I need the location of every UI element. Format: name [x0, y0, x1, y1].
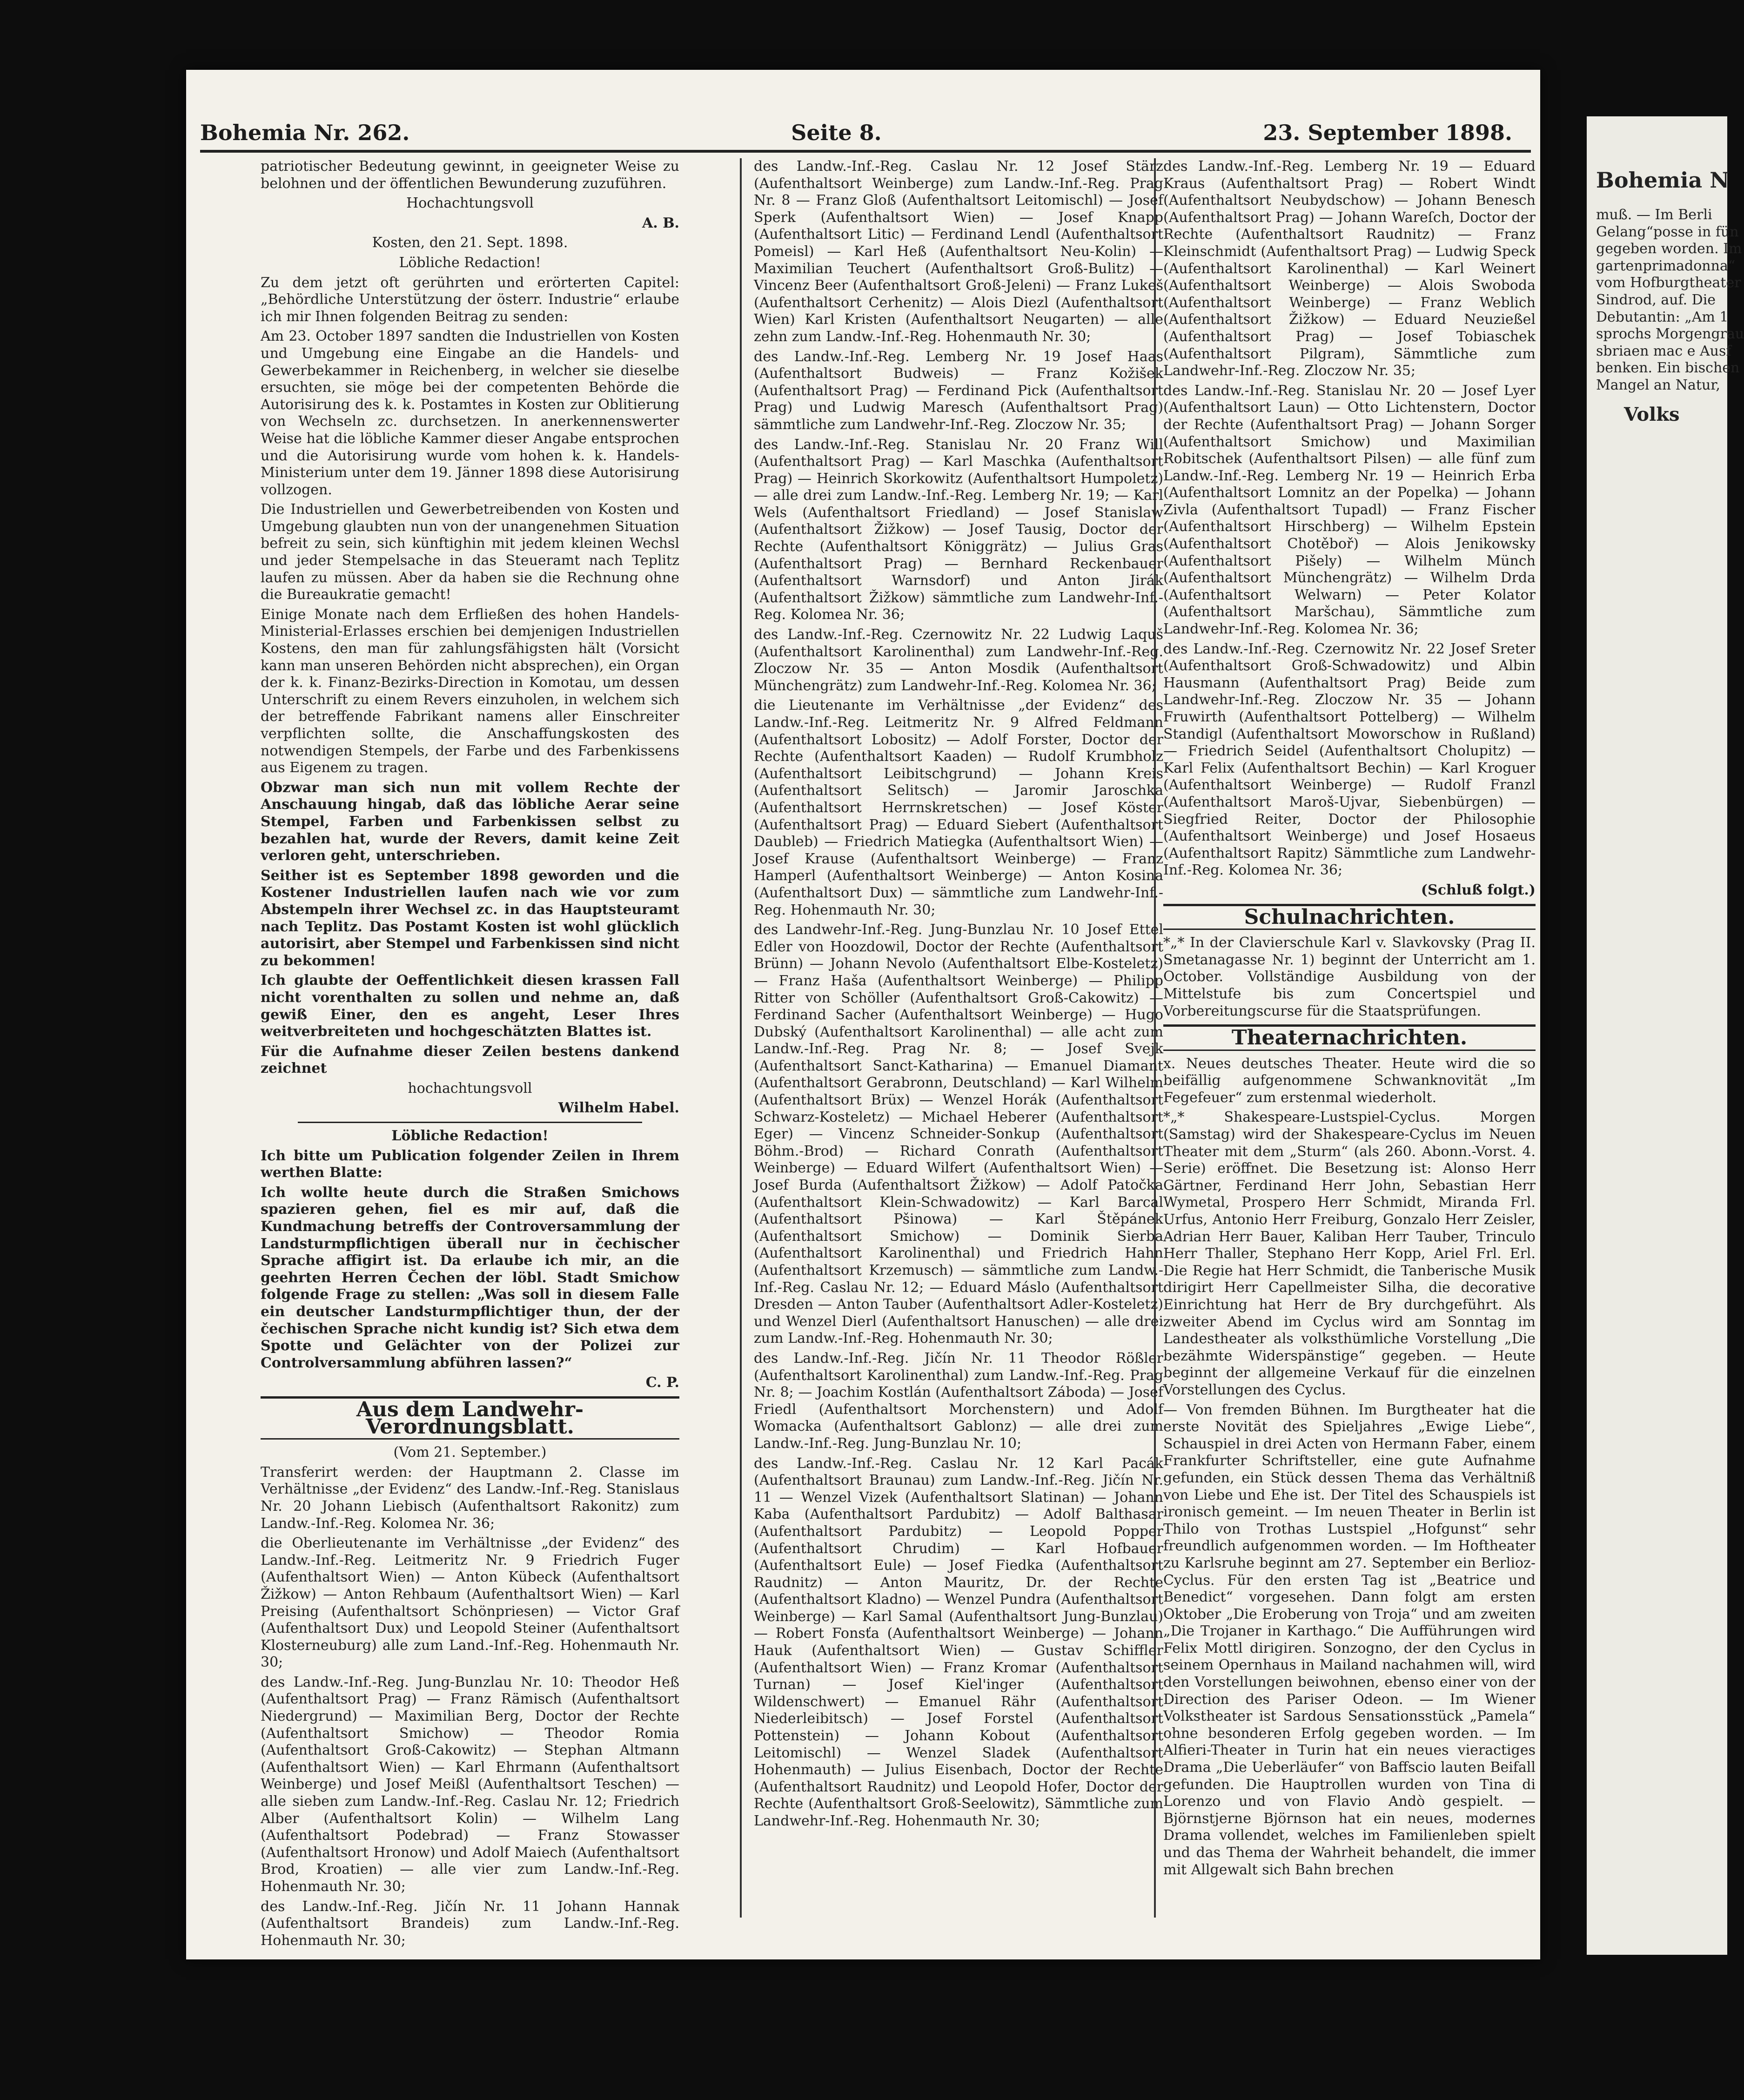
header-date: 23. September 1898. [1263, 120, 1512, 145]
letter-salutation: Löbliche Redaction! [391, 1128, 549, 1144]
paragraph: des Landw.-Inf.-Reg. Lemberg Nr. 19 Josef Haas (Aufenthaltsort Budweis) — Franz Kožišek (Aufenthaltsort Prag) — Ferdinand Pick (Aufenthaltsort Prag) und Ludwig Maresch (Aufenthaltsort Prag) sämmtliche zum Landwehr-Inf.-Reg. Zloczow Nr. 35; [754, 348, 1163, 433]
paragraph: x. Neues deutsches Theater. Heute wird die so beifällig aufgenommene Schwanknovität „Im Fegefeuer“ zum erstenmal wiederholt. [1163, 1055, 1536, 1106]
section-title: Schulnachrichten. [1163, 904, 1536, 930]
paragraph: des Landw.-Inf.-Reg. Lemberg Nr. 19 — Eduard Kraus (Aufenthaltsort Prag) — Robert Windt (Aufenthaltsort Neubydschow) — Johann Benesch (Aufenthaltsort Prag) — Johann Wareſch, Doctor der Rechte (Aufenthaltsort Raudnitz) — Franz Kleinschmidt (Aufenthaltsort Prag) — Ludwig Speck (Aufenthaltsort Karolinenthal) — Karl Weinert (Aufenthaltsort Weinberge) — Alois Swoboda (Aufenthaltsort Weinberge) — Franz Weblich (Aufenthaltsort Žižkow) — Eduard Neuzießel (Aufenthaltsort Prag) — Josef Tobiaschek (Aufenthaltsort Pilgram), Sämmtliche zum Landwehr-Inf.-Reg. Zloczow Nr. 35; [1163, 158, 1536, 379]
page-header [200, 116, 1512, 149]
header-rule [200, 150, 1531, 153]
divider [298, 1122, 642, 1123]
paragraph: Ich bitte um Publication folgender Zeilen in Ihrem werthen Blatte: [261, 1147, 679, 1181]
paragraph: *„* Shakespeare-Lustspiel-Cyclus. Morgen (Samstag) wird der Shakespeare-Cyclus im Neuen Theater mit dem „Sturm“ (als 260. Abonn.-Vorst. 4. Serie) eröffnet. Die Besetzung ist: Alonso Herr Gärtner, Ferdinand Herr John, Sebastian Herr Wymetal, Prospero Herr Schmidt, Miranda Frl. Urfus, Antonio Herr Freiburg, Gonzalo Herr Zeisler, Adrian Herr Bauer, Kaliban Herr Tauber, Trinculo Herr Thaller, Stephano Herr Kopp, Ariel Frl. Erl. Die Regie hat Herr Schmidt, die Tanberische Musik dirigirt Herr Capellmeister Silha, die decorative Einrichtung hat Herr de Bry durchgeführt. Als zweiter Abend im Cyclus wird am Sonntag im Landestheater als volksthümliche Vorstellung „Die bezähmte Widerspänstige“ gegeben. — Heute beginnt der allgemeine Verkauf für die einzelnen Vorstellungen des Cyclus. [1163, 1109, 1536, 1398]
paragraph: des Landw.-Inf.-Reg. Jičín Nr. 11 Theodor Rößler (Aufenthaltsort Karolinenthal) zum Landw.-Inf.-Reg. Prag Nr. 8; — Joachim Kostlán (Aufenthaltsort Záboda) — Josef Friedl (Aufenthaltsort Morchenstern) und Adolf Womacka (Aufenthaltsort Gablonz) — alle drei zum Landw.-Inf.-Reg. Jung-Bunzlau Nr. 10; [754, 1350, 1163, 1452]
section-title: Theaternachrichten. [1163, 1024, 1536, 1051]
letter-intro: patriotischer Bedeutung gewinnt, in geeigneter Weise zu belohnen und der öffentlichen Bewunderung zuzuführen. [261, 158, 679, 192]
paragraph: des Landw.-Inf.-Reg. Stanislau Nr. 20 — Josef Lyer (Aufenthaltsort Laun) — Otto Lichtenstern, Doctor der Rechte (Aufenthaltsort Prag) — Johann Sorger (Aufenthaltsort Smichow) und Maximilian Robitschek (Aufenthaltsort Pilsen) — alle fünf zum Landw.-Inf.-Reg. Lemberg Nr. 19 — Heinrich Erba (Aufenthaltsort Lomnitz an der Popelka) — Johann Zivla (Aufenthaltsort Tupadl) — Franz Fischer (Aufenthaltsort Hirschberg) — Wilhelm Epstein (Aufenthaltsort Chotěboř) — Alois Jenikowsky (Aufenthaltsort Pišely) — Wilhelm Münch (Aufenthaltsort Münchengrätz) — Wilhelm Drda (Aufenthaltsort Welwarn) — Peter Kolator (Aufenthaltsort Maršchau), Sämmtliche zum Landwehr-Inf.-Reg. Kolomea Nr. 36; [1163, 382, 1536, 638]
adjacent-page-header: Bohemia N [1596, 168, 1730, 193]
adjacent-page-title: Volks [1624, 403, 1680, 425]
column-2 [754, 158, 1163, 1941]
letter-place-date: Kosten, den 21. Sept. 1898. [372, 235, 568, 251]
continued-note: (Schluß folgt.) [1421, 882, 1536, 898]
letter-closing: hochachtungsvoll [408, 1080, 532, 1097]
paragraph: des Landw.-Inf.-Reg. Stanislau Nr. 20 Franz Will (Aufenthaltsort Prag) — Karl Maschka (Aufenthaltsort Prag) — Heinrich Skorkowitz (Aufenthaltsort Humpoletz) — alle drei zum Landw.-Inf.-Reg. Lemberg Nr. 19; — Karl Wels (Aufenthaltsort Friedland) — Josef Stanislaw (Aufenthaltsort Žižkow) — Josef Tausig, Doctor der Rechte (Aufenthaltsort Königgrätz) — Julius Gras (Aufenthaltsort Prag) — Bernhard Reckenbauer (Aufenthaltsort Warnsdorf) und Anton Jirák (Aufenthaltsort Žižkow) sämmtliche zum Landwehr-Inf.-Reg. Kolomea Nr. 36; [754, 436, 1163, 623]
paragraph: Transferirt werden: der Hauptmann 2. Classe im Verhältnisse „der Evidenz“ des Landw.-Inf.-Reg. Stanislaus Nr. 20 Johann Liebisch (Aufenthaltsort Rakonitz) zum Landw.-Inf.-Reg. Kolomea Nr. 36; [261, 1464, 679, 1532]
paragraph: Seither ist es September 1898 geworden und die Kostener Industriellen laufen nach wie vor zum Abstempeln ihrer Wechsel zc. in das Hauptsteuramt nach Teplitz. Das Postamt Kosten ist wohl glücklich autorisirt, aber Stempel und Farbenkissen sind nicht zu bekommen! [261, 867, 679, 969]
paragraph: des Landw.-Inf.-Reg. Caslau Nr. 12 Josef Stärz (Aufenthaltsort Weinberge) zum Landw.-Inf.-Reg. Prag Nr. 8 — Franz Gloß (Aufenthaltsort Leitomischl) — Josef Sperk (Aufenthaltsort Wien) — Josef Knapp (Aufenthaltsort Litic) — Ferdinand Lendl (Aufenthaltsort Pomeisl) — Karl Heß (Aufenthaltsort Neu-Kolin) — Maximilian Teuchert (Aufenthaltsort Groß-Bulitz) — Vincenz Beer (Aufenthaltsort Groß-Jeleni) — Franz Lukeš (Aufenthaltsort Cerhenitz) — Alois Diezl (Aufenthaltsort Wien) Karl Kristen (Aufenthaltsort Neugarten) — alle zehn zum Landw.-Inf.-Reg. Hohenmauth Nr. 30; [754, 158, 1163, 345]
paragraph: die Oberlieutenante im Verhältnisse „der Evidenz“ des Landw.-Inf.-Reg. Leitmeritz Nr. 9 Friedrich Fuger (Aufenthaltsort Wien) — Anton Kübeck (Aufenthaltsort Žižkow) — Anton Rehbaum (Aufenthaltsort Wien) — Karl Preising (Aufenthaltsort Schönpriesen) — Victor Graf (Aufenthaltsort Dux) und Leopold Steiner (Aufenthaltsort Klosterneuburg) alle zum Land.-Inf.-Reg. Hohenmauth Nr. 30; [261, 1535, 679, 1671]
column-rule [740, 158, 742, 1918]
paragraph: Einige Monate nach dem Erfließen des hohen Handels-Ministerial-Erlasses erschien bei demjenigen Industriellen Kostens, den man für zahlungsfähigsten hält (Vorsicht kann man unseren Behörden nicht absprechen), ein Organ der k. k. Finanz-Bezirks-Direction in Komotau, um dessen Unterschrift zu einem Revers einzuholen, in welchem sich der betreffende Fabrikant namens aller Einschreiter verpflichten sollte, die Anschaffungskosten des notwendigen Stempels, der Farbe und des Farbenkissens aus Eigenem zu tragen. [261, 606, 679, 776]
paragraph: Am 23. October 1897 sandten die Industriellen von Kosten und Umgebung eine Eingabe an die Handels- und Gewerbekammer in Reichenberg, in welcher sie dieselbe ersuchten, sie möge bei der competenten Behörde die Autorisirung des k. k. Postamtes in Kosten zur Oblitierung von Wechseln zc. durchsetzen. In anerkennenswerter Weise hat die löbliche Kammer dieser Angabe entsprochen und die Autorisirung wurde vom hohen k. k. Handels-Ministerium unter dem 19. Jänner 1898 diese Autorisirung vollzogen. [261, 328, 679, 498]
section-title: Aus dem Landwehr-Verordnungsblatt. [261, 1396, 679, 1440]
paragraph: Zu dem jetzt oft gerührten und erörterten Capitel: „Behördliche Unterstützung der österr. Industrie“ erlaube ich mir Ihnen folgenden Beitrag zu senden: [261, 274, 679, 325]
adjacent-page [1587, 116, 1744, 1955]
letter-signature: Wilhelm Habel. [558, 1100, 679, 1117]
header-page-number: Seite 8. [791, 120, 882, 145]
paragraph: — Von fremden Bühnen. Im Burgtheater hat die erste Novität des Spieljahres „Ewige Liebe“, Schauspiel in drei Acten von Hermann Faber, einem Frankfurter Schriftsteller, eine gute Aufnahme gefunden, ein Stück dessen Thema das Verhältniß von Liebe und Ehe ist. Der Titel des Schauspiels ist ironisch gemeint. — Im neuen Theater in Berlin ist Thilo von Trothas Lustspiel „Hofgunst“ sehr freundlich aufgenommen worden. — Im Hoftheater zu Karlsruhe beginnt am 27. September ein Berlioz-Cyclus. Für den ersten Tag ist „Beatrice und Benedict“ vorgesehen. Dann folgt am ersten Oktober „Die Eroberung von Troja“ und am zweiten „Die Trojaner in Karthago.“ Die Aufführungen wird Felix Mottl dirigiren. Sonzogno, der den Cyclus in seinem Opernhaus in Mailand nachahmen will, wird den Vorstellungen beiwohnen, ebenso einer von der Direction des Pariser Odeon. — Im Wiener Volkstheater ist Sardous Sensationsstück „Pamela“ ohne besonderen Erfolg gegeben worden. — Im Alfieri-Theater in Turin hat ein neues vieractiges Drama „Die Ueberläufer“ von Baffscio lauten Beifall gefunden. Die Hauptrollen wurden von Tina di Lorenzo und von Flavio Andò gespielt. — Björnstjerne Björnson hat ein neues, modernes Drama vollendet, welches im Familienleben spielt und das Thema der Wahrheit behandelt, die immer mit Allgewalt sich Bahn brechen [1163, 1401, 1536, 1878]
section-subtitle: (Vom 21. September.) [393, 1444, 547, 1461]
header-masthead: Bohemia Nr. 262. [200, 120, 410, 145]
column-3 [1163, 158, 1536, 1941]
paragraph: des Landw.-Inf.-Reg. Czernowitz Nr. 22 Josef Sreter (Aufenthaltsort Groß-Schwadowitz) und Albin Hausmann (Aufenthaltsort Prag) Beide zum Landwehr-Inf.-Reg. Zloczow Nr. 35 — Johann Fruwirth (Aufenthaltsort Pottelberg) — Wilhelm Standigl (Aufenthaltsort Moworschow in Rußland) — Friedrich Seidel (Aufenthaltsort Cholupitz) — Karl Felix (Aufenthaltsort Bechin) — Karl Kroguer (Aufenthaltsort Weinberge) — Rudolf Franzl (Aufenthaltsort Maroš-Ujvar, Siebenbürgen) — Siegfried Reiter, Doctor der Philosophie (Aufenthaltsort Weinberge) und Josef Hosaeus (Aufenthaltsort Rapitz) Sämmtliche zum Landwehr-Inf.-Reg. Kolomea Nr. 36; [1163, 640, 1536, 879]
paragraph: des Landw.-Inf.-Reg. Jičín Nr. 11 Johann Hannak (Aufenthaltsort Brandeis) zum Landw.-Inf.-Reg. Hohenmauth Nr. 30; [261, 1898, 679, 1949]
column-1 [261, 158, 679, 1949]
paragraph: Obzwar man sich nun mit vollem Rechte der Anschauung hingab, daß das löbliche Aerar seine Stempel, Farben und Farbenkissen selbst zu bezahlen hat, wurde der Revers, damit keine Zeit verloren geht, unterschrieben. [261, 779, 679, 864]
letter-signature: C. P. [645, 1374, 679, 1391]
paragraph: *„* In der Clavierschule Karl v. Slavkovsky (Prag II. Smetanagasse Nr. 1) beginnt der Unterricht am 1. October. Vollständige Ausbildung von der Mittelstufe bis zum Concertspiel und Vorbereitungscurse für die Staatsprüfungen. [1163, 935, 1536, 1019]
paragraph: des Landw.-Inf.-Reg. Czernowitz Nr. 22 Ludwig Laquš (Aufenthaltsort Karolinenthal) zum Landwehr-Inf.-Reg. Zloczow Nr. 35 — Anton Mosdik (Aufenthaltsort Münchengrätz) zum Landwehr-Inf.-Reg. Kolomea Nr. 36; [754, 626, 1163, 694]
paragraph: des Landwehr-Inf.-Reg. Jung-Bunzlau Nr. 10 Josef Ettel Edler von Hoozdowil, Doctor der Rechte (Aufenthaltsort Brünn) — Johann Nevolo (Aufenthaltsort Elbe-Kosteletz) — Franz Haša (Aufenthaltsort Weinberge) — Philipp Ritter von Schöller (Aufenthaltsort Groß-Cakowitz) — Ferdinand Sacher (Aufenthaltsort Weinberge) — Hugo Dubský (Aufenthaltsort Karolinenthal) — alle acht zum Landw.-Inf.-Reg. Prag Nr. 8; — Josef Svejk (Aufenthaltsort Sanct-Katharina) — Emanuel Diamant (Aufenthaltsort Gerabronn, Deutschland) — Karl Wilhelm (Aufenthaltsort Brüx) — Wenzel Horák (Aufenthaltsort Schwarz-Kosteletz) — Michael Heberer (Aufenthaltsort Eger) — Vincenz Schneider-Sonkup (Aufenthaltsort Böhm.-Brod) — Richard Conrath (Aufenthaltsort Weinberge) — Eduard Wilfert (Aufenthaltsort Wien) — Josef Burda (Aufenthaltsort Žižkow) — Adolf Patočka (Aufenthaltsort Klein-Schwadowitz) — Karl Barcal (Aufenthaltsort Pšinowa) — Karl Štěpánek (Aufenthaltsort Smichow) — Dominik Sierba (Aufenthaltsort Karolinenthal) und Friedrich Hahn (Aufenthaltsort Krzemusch) — sämmtliche zum Landw.-Inf.-Reg. Caslau Nr. 12; — Eduard Máslo (Aufenthaltsort Dresden — Anton Tauber (Aufenthaltsort Adler-Kosteletz) und Wenzel Dierl (Aufenthaltsort Hanuschen) — alle drei zum Landw.-Inf.-Reg. Hohenmauth Nr. 30; [754, 922, 1163, 1347]
paragraph: Ich wollte heute durch die Straßen Smichows spazieren gehen, fiel es mir auf, daß die Kundmachung betreffs der Controversammlung der Landsturmpflichtigen überall nur in čechischer Sprache affigirt ist. Da erlaube ich mir, an die geehrten Herren Čechen der löbl. Stadt Smichow folgende Frage zu stellen: „Was soll in diesem Falle ein deutscher Landsturmpflichtiger thun, der der čechischen Sprache nicht kundig ist? Sich etwa dem Spotte und Gelächter von der Polizei zur Controlversammlung abführen lassen?“ [261, 1184, 679, 1371]
letter-salutation: Löbliche Redaction! [399, 254, 541, 271]
letter-signature: A. B. [642, 215, 679, 231]
paragraph: des Landw.-Inf.-Reg. Jung-Bunzlau Nr. 10: Theodor Heß (Aufenthaltsort Prag) — Franz Rämisch (Aufenthaltsort Niedergrund) — Maximilian Berg, Doctor der Rechte (Aufenthaltsort Smichow) — Theodor Romia (Aufenthaltsort Groß-Cakowitz) — Stephan Altmann (Aufenthaltsort Wien) — Karl Ehrmann (Aufenthaltsort Weinberge) und Josef Meißl (Aufenthaltsort Teschen) — alle sieben zum Landw.-Inf.-Reg. Caslau Nr. 12; Friedrich Alber (Aufenthaltsort Kolin) — Wilhelm Lang (Aufenthaltsort Podebrad) — Franz Stowasser (Aufenthaltsort Hronow) und Adolf Maiech (Aufenthaltsort Brod, Kroatien) — alle vier zum Landw.-Inf.-Reg. Hohenmauth Nr. 30; [261, 1674, 679, 1895]
adjacent-page-text: muß. — Im Berli Gelang“posse in fün gegeben worden. Im gartenprimadonna“ vom Hofburgtheater Sindrod, auf. Die Debutantin: „Am 1 sprochs Morgengrau sbriaen mac e Ausf benken. Ein bischen Mangel an Natur, [1596, 207, 1744, 393]
paragraph: die Lieutenante im Verhältnisse „der Evidenz“ des Landw.-Inf.-Reg. Leitmeritz Nr. 9 Alfred Feldmann (Aufenthaltsort Lobositz) — Adolf Forster, Doctor der Rechte (Aufenthaltsort Kaaden) — Rudolf Krumbholz (Aufenthaltsort Leibitschgrund) — Johann Kreis (Aufenthaltsort Selitsch) — Jaromir Jaroschka (Aufenthaltsort Herrnskretschen) — Josef Köster (Aufenthaltsort Prag) — Eduard Siebert (Aufenthaltsort Daubleb) — Friedrich Matiegka (Aufenthaltsort Wien) — Josef Krause (Aufenthaltsort Weinberge) — Franz Hamperl (Aufenthaltsort Weinberge) — Anton Kosina (Aufenthaltsort Dux) — sämmtliche zum Landwehr-Inf.-Reg. Hohenmauth Nr. 30; [754, 697, 1163, 918]
paragraph: Ich glaubte der Oeffentlichkeit diesen krassen Fall nicht vorenthalten zu sollen und nehme an, daß gewiß Einer, den es angeht, Leser Ihres weitverbreiteten und hochgeschätzten Blattes ist. [261, 972, 679, 1040]
paragraph: Für die Aufnahme dieser Zeilen bestens dankend zeichnet [261, 1043, 679, 1077]
paragraph: des Landw.-Inf.-Reg. Caslau Nr. 12 Karl Pacák (Aufenthaltsort Braunau) zum Landw.-Inf.-Reg. Jičín Nr. 11 — Wenzel Vizek (Aufenthaltsort Slatinan) — Johann Kaba (Aufenthaltsort Pardubitz) — Adolf Balthasar (Aufenthaltsort Pardubitz) — Leopold Popper (Aufenthaltsort Chrudim) — Karl Hofbauer (Aufenthaltsort Eule) — Josef Fiedka (Aufenthaltsort Raudnitz) — Anton Mauritz, Dr. der Rechte (Aufenthaltsort Kladno) — Wenzel Pundra (Aufenthaltsort Weinberge) — Karl Samal (Aufenthaltsort Jung-Bunzlau) — Robert Fonsťa (Aufenthaltsort Weinberge) — Johann Hauk (Aufenthaltsort Wien) — Gustav Schiffler (Aufenthaltsort Wien) — Franz Kromar (Aufenthaltsort Turnan) — Josef Kiel'inger (Aufenthaltsort Wildenschwert) — Emanuel Rähr (Aufenthaltsort Niederleibitsch) — Josef Forstel (Aufenthaltsort Pottenstein) — Johann Kobout (Aufenthaltsort Leitomischl) — Wenzel Sladek (Aufenthaltsort Hohenmauth) — Julius Eisenbach, Doctor der Rechte (Aufenthaltsort Raudnitz) und Leopold Hofer, Doctor der Rechte (Aufenthaltsort Groß-Seelowitz), Sämmtliche zum Landwehr-Inf.-Reg. Hohenmauth Nr. 30; [754, 1455, 1163, 1829]
letter-closing: Hochachtungsvoll [406, 195, 534, 212]
paragraph: Die Industriellen und Gewerbetreibenden von Kosten und Umgebung glaubten nun von der unangenehmen Situation befreit zu sein, sich künftighin mit jedem kleinen Wechsl und jeder Stempelsache in das Steueramt nach Teplitz laufen zu müssen. Aber da haben sie die Rechnung ohne die Bureaukratie gemacht! [261, 501, 679, 603]
